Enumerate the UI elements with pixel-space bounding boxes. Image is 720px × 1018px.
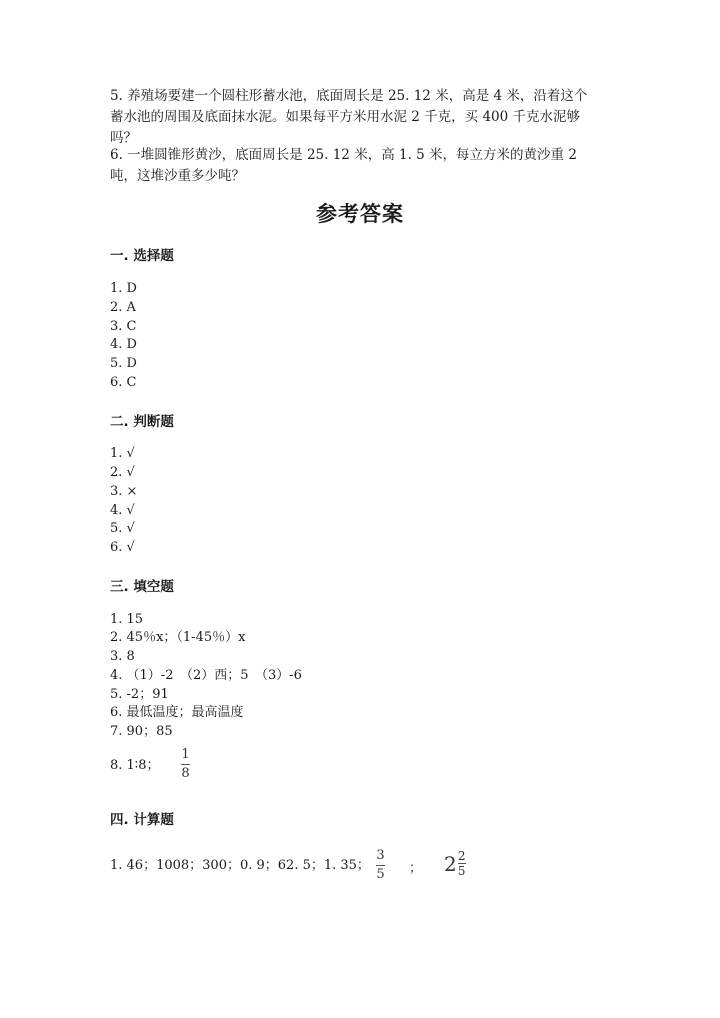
section-heading-judgement: 二. 判断题 <box>110 414 174 430</box>
list-item: 3. 8 <box>110 649 135 664</box>
list-item: 6. √ <box>110 540 135 555</box>
list-item: 4. （1）-2 （2）西；5 （3）-6 <box>110 668 302 683</box>
mixed-numerator: 2 <box>457 849 466 863</box>
question-5-line-2: 蓄水池的周围及底面抹水泥。如果每平方米用水泥 2 千克，买 400 千克水泥够 <box>110 109 581 125</box>
fraction-one-eighth <box>181 748 190 781</box>
list-item: 7. 90；85 <box>110 724 173 739</box>
list-item: 5. -2；91 <box>110 687 169 702</box>
list-item: 8. 1∶8； <box>110 758 160 773</box>
list-item: 5. √ <box>110 521 135 536</box>
mixed-number <box>444 850 466 877</box>
calculation-answer-line: 1. 46；1008；300；0. 9；62. 5；1. 35； <box>110 858 370 873</box>
mixed-whole: 2 <box>444 851 457 876</box>
fraction-numerator: 3 <box>376 848 385 863</box>
fraction-bar <box>376 865 385 866</box>
question-5-line-1: 5. 养殖场要建一个圆柱形蓄水池，底面周长是 25. 12 米，高是 4 米，沿着这个 <box>110 88 588 104</box>
list-item: 1. D <box>110 281 137 296</box>
question-5 <box>110 86 610 149</box>
fraction-denominator: 8 <box>181 766 190 781</box>
list-item: 5. D <box>110 356 137 371</box>
list-item: 1. 15 <box>110 612 144 627</box>
list-item: 3. × <box>110 484 138 499</box>
list-item: 6. 最低温度；最高温度 <box>110 705 244 720</box>
list-item: 4. D <box>110 337 137 352</box>
list-item: 4. √ <box>110 503 135 518</box>
page-title: 参考答案 <box>316 202 404 226</box>
question-6-line-1: 6. 一堆圆锥形黄沙，底面周长是 25. 12 米，高 1. 5 米，每立方米的黄沙重 2 <box>110 147 577 163</box>
list-item: 3. C <box>110 319 137 334</box>
section-heading-fill-blank: 三. 填空题 <box>110 579 174 595</box>
section-heading-choice: 一. 选择题 <box>110 248 174 264</box>
question-6-line-2: 吨，这堆沙重多少吨？ <box>110 168 245 184</box>
fraction-three-fifths <box>376 849 385 882</box>
fraction-numerator: 1 <box>181 747 190 762</box>
separator: ； <box>409 861 423 876</box>
list-item: 2. A <box>110 300 136 315</box>
list-item: 1. √ <box>110 446 135 461</box>
question-5-line-3: 吗？ <box>110 130 137 146</box>
mixed-denominator: 5 <box>457 864 466 878</box>
list-item: 6. C <box>110 375 137 390</box>
question-6 <box>110 145 610 187</box>
mixed-fraction <box>458 850 466 877</box>
section-heading-calculation: 四. 计算题 <box>110 812 174 828</box>
fraction-denominator: 5 <box>376 867 385 882</box>
list-item: 2. 45％x；（1-45％）x <box>110 630 246 645</box>
fraction-bar <box>181 764 190 765</box>
list-item: 2. √ <box>110 465 135 480</box>
